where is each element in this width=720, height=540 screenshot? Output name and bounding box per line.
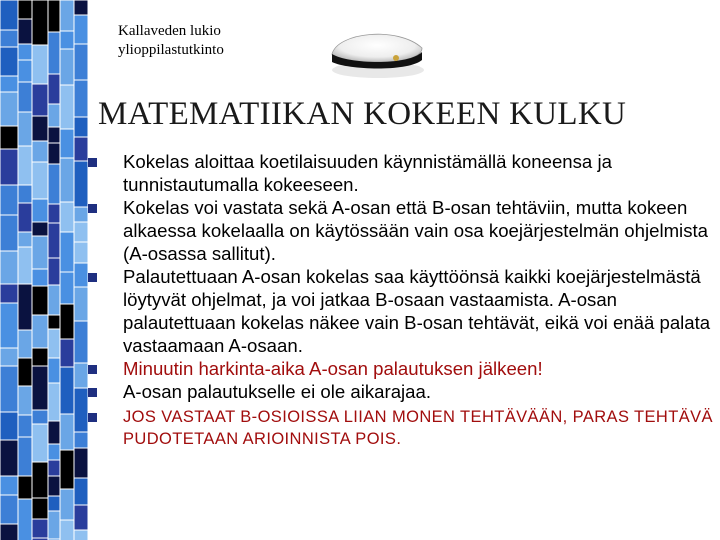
bullet-item-warning [88,406,718,450]
square-bullet-icon [88,273,97,282]
bullet-text: Kokelas voi vastata sekä A-osan että B-osan tehtäviin, mutta kokeen alkaessa kokelaalla on käytössään vain osa koejärjestelmän ohjelmista (A-osassa sallitut). [123,197,708,264]
bullet-item [88,380,718,403]
bullet-text: Palautettuaan A-osan kokelas saa käyttöönsä kaikki koejärjestelmästä löytyvät ohjelmat, ja voi jatkaa B-osaan vastaamista. A-osan palautettuaan kokelas näkee vain B-osan tehtävät, eikä voi enää palata vastaamaan A-osaan. [123,266,711,356]
school-header [118,22,224,60]
square-bullet-icon [88,388,97,397]
school-name: Kallaveden lukio [118,23,221,39]
student-cap-image [318,18,430,84]
slide-title: MATEMATIIKAN KOKEEN KULKU [98,96,627,132]
bullet-list [88,150,718,450]
bullet-text: A-osan palautukselle ei ole aikarajaa. [123,381,432,402]
square-bullet-icon [88,204,97,213]
decorative-stripe-border [0,0,88,540]
bullet-text: Minuutin harkinta-aika A-osan palautuksen jälkeen! [123,358,543,379]
bullet-item [88,265,718,357]
square-bullet-icon [88,413,97,422]
bullet-text: Kokelas aloittaa koetilaisuuden käynnistämällä koneensa ja tunnistautumalla kokeeseen. [123,151,612,195]
exam-name: ylioppilastutkinto [118,42,224,58]
square-bullet-icon [88,365,97,374]
bullet-item [88,150,718,196]
square-bullet-icon [88,158,97,167]
bullet-item [88,196,718,265]
bullet-text: JOS VASTAAT B-OSIOISSA LIIAN MONEN TEHTÄVÄÄN, PARAS TEHTÄVÄ PUDOTETAAN ARIOINNISTA POIS. [123,408,713,448]
bullet-item-highlight [88,357,718,380]
